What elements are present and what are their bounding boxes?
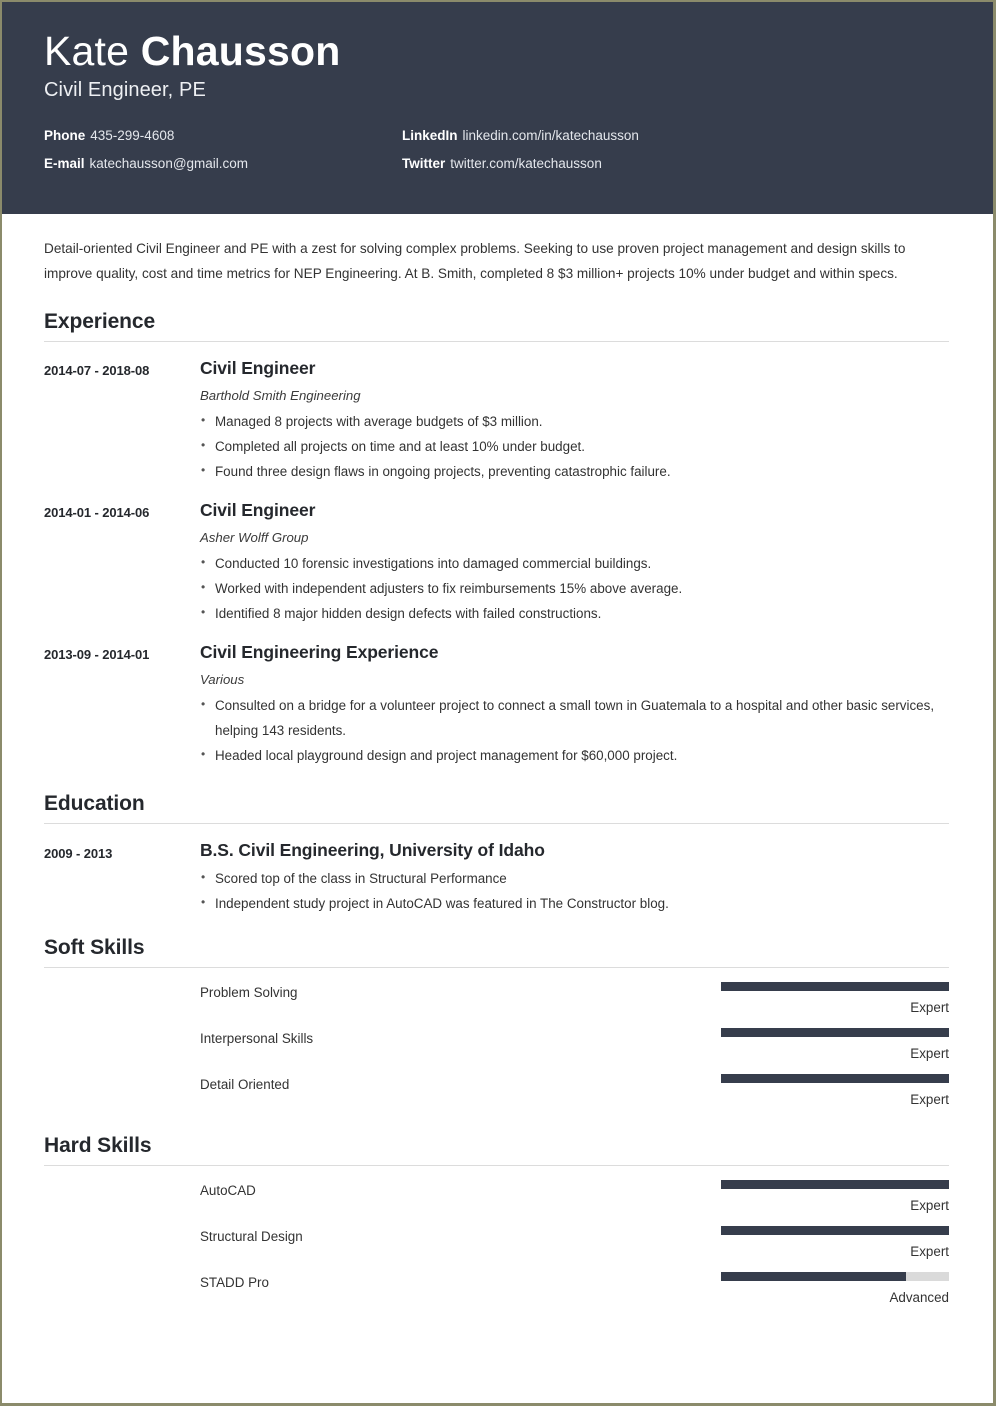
skill-gutter xyxy=(44,1028,200,1062)
hard-skill-meter xyxy=(721,1180,949,1214)
education-bullet: • Independent study project in AutoCAD was featured in The Constructor blog. xyxy=(200,891,949,916)
hard-skill-level: Expert xyxy=(910,1244,949,1260)
education-entry xyxy=(44,840,949,916)
section-divider-hard-skills xyxy=(44,1165,949,1166)
hard-skill-bar-fill xyxy=(721,1226,949,1235)
section-title-experience: Experience xyxy=(44,310,156,333)
experience-bullet: • Identified 8 major hidden design defects with failed constructions. xyxy=(200,601,949,626)
hard-skill-row xyxy=(44,1226,949,1260)
candidate-last-name: Chausson xyxy=(140,28,341,74)
experience-details xyxy=(200,500,949,626)
contact-label-phone: Phone xyxy=(44,128,86,144)
education-bullets xyxy=(200,866,949,916)
hard-skill-name: STADD Pro xyxy=(200,1275,269,1291)
education-degree: B.S. Civil Engineering, University of Idaho xyxy=(200,840,545,860)
soft-skill-level: Expert xyxy=(910,1046,949,1062)
candidate-job-title: Civil Engineer, PE xyxy=(44,79,206,102)
soft-skill-meter xyxy=(721,982,949,1016)
experience-bullet: • Consulted on a bridge for a volunteer project to connect a small town in Guatemala to a hospital and other basic services, helping 143 residents. xyxy=(200,693,949,743)
experience-entry xyxy=(44,500,949,626)
soft-skill-row xyxy=(44,1074,949,1108)
experience-bullets xyxy=(200,409,949,484)
experience-dates: 2014-07 - 2018-08 xyxy=(44,363,150,378)
soft-skill-row xyxy=(44,1028,949,1062)
soft-skill-meter xyxy=(721,1028,949,1062)
resume-header xyxy=(2,2,993,214)
hard-skill-body xyxy=(200,1180,949,1214)
experience-details xyxy=(200,358,949,484)
candidate-first-name: Kate xyxy=(44,28,130,74)
hard-skill-bar-fill xyxy=(721,1272,906,1281)
experience-bullet: • Found three design flaws in ongoing projects, preventing catastrophic failure. xyxy=(200,459,949,484)
soft-skill-bar-fill xyxy=(721,1074,949,1083)
skill-gutter xyxy=(44,1074,200,1108)
contact-value-twitter[interactable]: twitter.com/katechausson xyxy=(450,156,602,172)
experience-details xyxy=(200,642,949,768)
soft-skill-body xyxy=(200,1074,949,1108)
experience-entry xyxy=(44,358,949,484)
hard-skill-level: Advanced xyxy=(889,1290,949,1306)
soft-skill-bar xyxy=(721,1028,949,1037)
hard-skill-row xyxy=(44,1272,949,1306)
experience-bullet: • Completed all projects on time and at least 10% under budget. xyxy=(200,434,949,459)
section-divider-experience xyxy=(44,341,949,342)
soft-skill-bar xyxy=(721,1074,949,1083)
soft-skill-bar-fill xyxy=(721,1028,949,1037)
soft-skill-body xyxy=(200,982,949,1016)
soft-skills-list xyxy=(44,982,949,1108)
experience-role: Civil Engineer xyxy=(200,358,316,378)
soft-skill-meter xyxy=(721,1074,949,1108)
hard-skill-row xyxy=(44,1180,949,1214)
contact-value-phone: 435-299-4608 xyxy=(90,128,175,144)
hard-skill-body xyxy=(200,1226,949,1260)
education-dates: 2009 - 2013 xyxy=(44,846,113,861)
hard-skill-bar xyxy=(721,1180,949,1189)
hard-skill-name: AutoCAD xyxy=(200,1183,256,1199)
soft-skill-level: Expert xyxy=(910,1092,949,1108)
contact-item-phone xyxy=(44,128,402,144)
soft-skill-bar-fill xyxy=(721,982,949,991)
experience-organization: Barthold Smith Engineering xyxy=(200,388,361,403)
hard-skill-meter xyxy=(721,1226,949,1260)
contact-item-email[interactable] xyxy=(44,156,402,172)
experience-bullets xyxy=(200,693,949,768)
candidate-name xyxy=(44,30,951,73)
experience-bullet: • Managed 8 projects with average budgets of $3 million. xyxy=(200,409,949,434)
experience-organization: Various xyxy=(200,672,245,687)
hard-skill-body xyxy=(200,1272,949,1306)
experience-bullet: • Headed local playground design and project management for $60,000 project. xyxy=(200,743,949,768)
skill-gutter xyxy=(44,982,200,1016)
contact-value-email[interactable]: katechausson@gmail.com xyxy=(89,156,249,172)
contact-item-twitter[interactable] xyxy=(402,156,951,172)
contact-grid xyxy=(44,128,951,172)
contact-item-linkedin[interactable] xyxy=(402,128,951,144)
soft-skill-bar xyxy=(721,982,949,991)
soft-skill-body xyxy=(200,1028,949,1062)
education-bullet: • Scored top of the class in Structural Performance xyxy=(200,866,949,891)
section-title-soft-skills: Soft Skills xyxy=(44,936,145,959)
soft-skill-name: Detail Oriented xyxy=(200,1077,290,1093)
soft-skill-name: Interpersonal Skills xyxy=(200,1031,314,1047)
professional-summary: Detail-oriented Civil Engineer and PE with a zest for solving complex problems. Seeking to use proven project management and design skills to improve quality, cost and time metrics for NEP Engineering. At B. Smith, completed 8 $3 million+ projects 10% under budget and within specs. xyxy=(44,241,906,281)
resume-body xyxy=(2,236,993,1306)
section-divider-soft-skills xyxy=(44,967,949,968)
experience-role: Civil Engineering Experience xyxy=(200,642,439,662)
soft-skill-row xyxy=(44,982,949,1016)
hard-skill-level: Expert xyxy=(910,1198,949,1214)
contact-label-linkedin: LinkedIn xyxy=(402,128,458,144)
section-title-hard-skills: Hard Skills xyxy=(44,1134,152,1158)
hard-skill-bar xyxy=(721,1272,949,1281)
education-details xyxy=(200,840,949,916)
experience-bullet: • Worked with independent adjusters to fix reimbursements 15% above average. xyxy=(200,576,949,601)
soft-skill-name: Problem Solving xyxy=(200,985,298,1000)
experience-entry xyxy=(44,642,949,768)
hard-skill-meter xyxy=(721,1272,949,1306)
hard-skill-bar xyxy=(721,1226,949,1235)
hard-skills-list xyxy=(44,1180,949,1306)
contact-label-twitter: Twitter xyxy=(402,156,446,172)
experience-dates: 2013-09 - 2014-01 xyxy=(44,647,150,662)
experience-bullet: • Conducted 10 forensic investigations into damaged commercial buildings. xyxy=(200,551,949,576)
section-title-education: Education xyxy=(44,792,145,815)
contact-label-email: E-mail xyxy=(44,156,85,172)
soft-skill-level: Expert xyxy=(910,1000,949,1015)
skill-gutter xyxy=(44,1272,200,1306)
skill-gutter xyxy=(44,1226,200,1260)
hard-skill-name: Structural Design xyxy=(200,1229,303,1245)
skill-gutter xyxy=(44,1180,200,1214)
experience-organization: Asher Wolff Group xyxy=(200,530,309,545)
experience-dates: 2014-01 - 2014-06 xyxy=(44,505,150,520)
contact-value-linkedin[interactable]: linkedin.com/in/katechausson xyxy=(462,128,639,144)
hard-skill-bar-fill xyxy=(721,1180,949,1189)
experience-role: Civil Engineer xyxy=(200,500,316,520)
section-divider-education xyxy=(44,823,949,824)
experience-bullets xyxy=(200,551,949,626)
